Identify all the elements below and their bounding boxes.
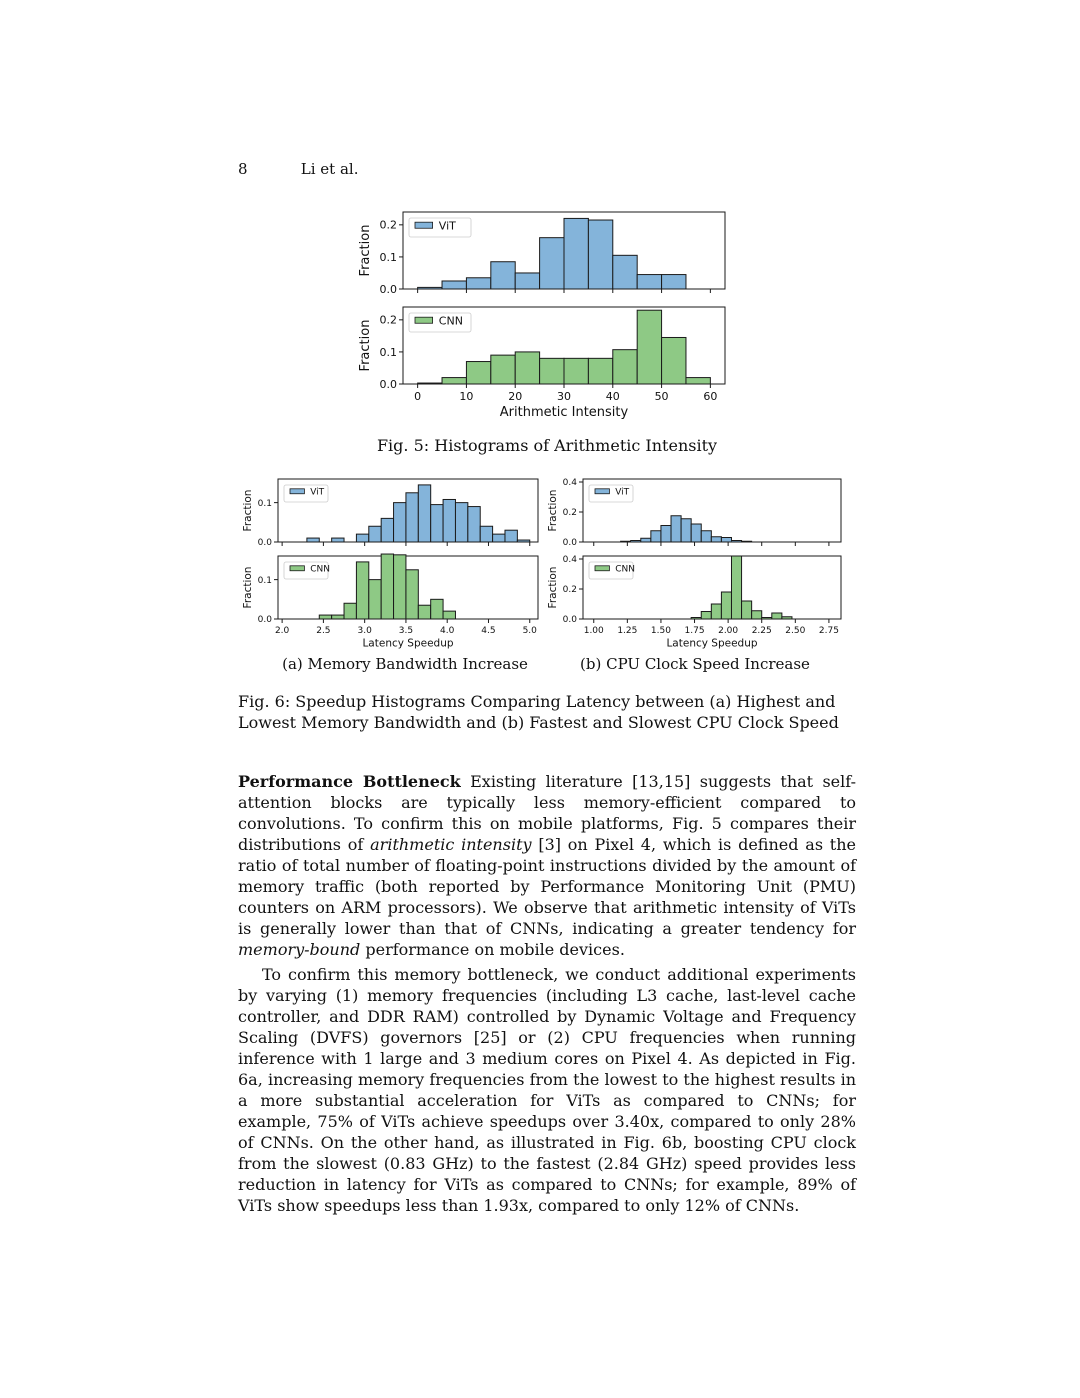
y-axis-label: Fraction bbox=[358, 319, 373, 372]
histogram-bar bbox=[394, 555, 406, 619]
x-tick-label: 2.25 bbox=[751, 626, 772, 636]
legend-swatch bbox=[595, 489, 609, 494]
legend-label: ViT bbox=[310, 487, 325, 498]
y-tick-label: 0.0 bbox=[257, 538, 272, 549]
histogram-bar bbox=[772, 613, 782, 619]
histogram-bar bbox=[406, 493, 418, 542]
histogram-bar bbox=[332, 538, 344, 542]
x-tick-label: 1.75 bbox=[684, 626, 705, 636]
histogram-bar bbox=[651, 531, 661, 542]
legend-label: ViT bbox=[438, 219, 456, 233]
panel-vit bbox=[358, 212, 725, 296]
figure-6-caption: Fig. 6: Speedup Histograms Comparing Latency between (a) Highest and Lowest Memory Bandwidth and (b) Fastest and Slowest CPU Clock Speed bbox=[238, 692, 839, 732]
y-axis-label: Fraction bbox=[242, 566, 254, 609]
histogram-bar bbox=[621, 541, 631, 542]
x-tick-label: 3.5 bbox=[398, 626, 414, 636]
histogram-bar bbox=[344, 603, 356, 619]
y-tick-label: 0.0 bbox=[379, 282, 397, 296]
legend-swatch bbox=[415, 222, 433, 228]
x-tick-label: 2.5 bbox=[316, 626, 331, 636]
legend-label: CNN bbox=[438, 314, 463, 328]
histogram-bar bbox=[307, 538, 319, 542]
panel-cnn bbox=[547, 555, 841, 625]
histogram-bar bbox=[356, 562, 368, 619]
y-axis-label: Fraction bbox=[358, 224, 373, 277]
histogram-bar bbox=[540, 238, 564, 289]
figure-6a-caption: (a) Memory Bandwidth Increase bbox=[282, 655, 528, 673]
histogram-bar bbox=[515, 352, 539, 384]
x-tick-label: 1.50 bbox=[650, 626, 671, 636]
histogram-bar bbox=[491, 355, 515, 384]
histogram-bar bbox=[662, 275, 686, 289]
x-tick-label: 2.0 bbox=[274, 626, 290, 636]
x-tick-label: 1.00 bbox=[583, 626, 604, 636]
figure-6b-caption: (b) CPU Clock Speed Increase bbox=[580, 655, 810, 673]
histogram-bar bbox=[468, 507, 480, 542]
page-header bbox=[238, 160, 359, 178]
x-tick-label: 3.0 bbox=[357, 626, 372, 636]
x-tick-label: 2.50 bbox=[785, 626, 806, 636]
histogram-bar bbox=[588, 220, 612, 289]
x-tick-label: 2.00 bbox=[718, 626, 739, 636]
y-tick-label: 0.0 bbox=[257, 615, 272, 626]
section-heading: Performance Bottleneck bbox=[238, 772, 461, 791]
histogram-bar bbox=[691, 618, 701, 620]
y-tick-label: 0.4 bbox=[562, 478, 577, 489]
figure-5-chart bbox=[350, 205, 740, 425]
histogram-bar bbox=[731, 556, 741, 619]
histogram-bar bbox=[455, 503, 467, 542]
legend-swatch bbox=[595, 566, 609, 571]
x-axis-label: Arithmetic Intensity bbox=[499, 405, 629, 420]
histogram-bar bbox=[517, 540, 529, 542]
x-tick-label: 20 bbox=[508, 390, 523, 403]
histogram-bar bbox=[613, 255, 637, 289]
x-tick-label: 60 bbox=[703, 390, 718, 403]
histogram-bar bbox=[564, 218, 588, 289]
histogram-bar bbox=[319, 615, 331, 619]
running-title: Li et al. bbox=[300, 160, 359, 178]
histogram-bar bbox=[443, 611, 455, 619]
histogram-bar bbox=[406, 570, 418, 619]
x-tick-label: 2.75 bbox=[818, 626, 839, 636]
histogram-bar bbox=[641, 538, 651, 542]
panel-vit bbox=[547, 478, 841, 548]
histogram-bar bbox=[491, 262, 515, 289]
histogram-bar bbox=[742, 541, 752, 542]
legend-swatch bbox=[290, 566, 304, 571]
histogram-bar bbox=[418, 485, 430, 542]
figure-5-caption: Fig. 5: Histograms of Arithmetic Intensity bbox=[376, 436, 718, 455]
histogram-bar bbox=[637, 275, 661, 289]
histogram-bar bbox=[442, 378, 466, 384]
legend-swatch bbox=[415, 317, 433, 323]
page-number: 8 bbox=[238, 160, 248, 178]
histogram-bar bbox=[721, 592, 731, 619]
legend-label: ViT bbox=[615, 487, 630, 498]
y-axis-label: Fraction bbox=[547, 566, 559, 609]
histogram-bar bbox=[588, 358, 612, 384]
y-tick-label: 0.0 bbox=[379, 377, 397, 391]
histogram-bar bbox=[505, 530, 517, 542]
histogram-bar bbox=[369, 526, 381, 542]
legend-label: CNN bbox=[310, 564, 330, 575]
histogram-bar bbox=[637, 310, 661, 384]
histogram-bar bbox=[613, 350, 637, 384]
legend-swatch bbox=[290, 489, 304, 494]
y-axis-label: Fraction bbox=[547, 489, 559, 532]
histogram-bar bbox=[443, 499, 455, 542]
x-tick-label: 1.25 bbox=[617, 626, 638, 636]
y-tick-label: 0.1 bbox=[257, 575, 272, 586]
histogram-bar bbox=[394, 503, 406, 542]
histogram-bar bbox=[381, 554, 393, 619]
histogram-bar bbox=[418, 383, 442, 384]
y-tick-label: 0.2 bbox=[562, 508, 577, 519]
histogram-bar bbox=[466, 278, 490, 289]
histogram-bar bbox=[480, 526, 492, 542]
y-tick-label: 0.0 bbox=[562, 615, 577, 626]
y-tick-label: 0.2 bbox=[379, 218, 397, 232]
histogram-bar bbox=[466, 362, 490, 384]
x-tick-label: 5.0 bbox=[522, 626, 537, 636]
y-tick-label: 0.1 bbox=[379, 345, 397, 359]
histogram-bar bbox=[711, 537, 721, 542]
x-tick-label: 0 bbox=[414, 390, 422, 403]
histogram-bar bbox=[782, 617, 792, 619]
histogram-bar bbox=[332, 615, 344, 619]
histogram-bar bbox=[564, 358, 588, 384]
x-axis-label: Latency Speedup bbox=[666, 637, 758, 650]
histogram-bar bbox=[731, 541, 741, 543]
x-axis-label: Latency Speedup bbox=[362, 637, 454, 650]
histogram-bar bbox=[721, 538, 731, 543]
legend-label: CNN bbox=[615, 564, 635, 575]
paragraph-memory-bottleneck: To confirm this memory bottleneck, we conduct additional experiments by varying (1) memory frequencies (including L3 cache, last-level cache controller, and DDR RAM) controlled by Dynamic Voltage and Frequency Scaling (DVFS) governors [25] or (2) CPU frequencies when running inference with 1 large and 3 medium cores on Pixel 4. As depicted in Fig. 6a, increasing memory frequencies from the lowest to the highest results in a more substantial acceleration for ViTs as compared to CNNs; for example, 75% of ViTs achieve speedups over 3.40x, compared to only 28% of CNNs. On the other hand, as illustrated in Fig. 6b, boosting CPU clock from the slowest (0.83 GHz) to the fastest (2.84 GHz) speed provides less reduction in latency for ViTs as compared to CNNs; for example, 89% of ViTs show speedups less than 1.93x, compared to only 12% of CNNs. bbox=[238, 965, 856, 1215]
y-tick-label: 0.1 bbox=[257, 498, 272, 509]
y-tick-label: 0.1 bbox=[379, 250, 397, 264]
histogram-bar bbox=[671, 516, 681, 542]
body-text bbox=[238, 771, 856, 1216]
histogram-bar bbox=[381, 518, 393, 542]
y-axis-label: Fraction bbox=[242, 489, 254, 532]
histogram-bar bbox=[661, 526, 671, 543]
x-tick-label: 10 bbox=[459, 390, 474, 403]
x-tick-label: 40 bbox=[605, 390, 620, 403]
histogram-bar bbox=[762, 618, 772, 620]
histogram-bar bbox=[631, 541, 641, 543]
histogram-bar bbox=[418, 287, 442, 289]
y-tick-label: 0.2 bbox=[562, 585, 577, 596]
histogram-bar bbox=[691, 524, 701, 542]
histogram-bar bbox=[540, 358, 564, 384]
histogram-bar bbox=[752, 611, 762, 619]
histogram-bar bbox=[711, 604, 721, 619]
paragraph-performance-bottleneck: Performance Bottleneck Existing literature [13,15] suggests that self-attention blocks are typically less memory-efficient compared to convolutions. To confirm this on mobile platforms, Fig. 5 compares their distributions of arithmetic intensity [3] on Pixel 4, which is defined as the ratio of total number of floating-point instructions divided by the amount of memory traffic (both reported by Performance Monitoring Unit (PMU) counters on ARM processors). We observe that arithmetic intensity of ViTs is generally lower than that of CNNs, indicating a greater tendency for memory-bound performance on mobile devices. bbox=[238, 772, 857, 959]
x-tick-label: 30 bbox=[557, 390, 571, 403]
panel-cnn bbox=[242, 554, 538, 625]
histogram-bar bbox=[369, 580, 381, 619]
panel-cnn bbox=[358, 307, 725, 391]
histogram-bar bbox=[701, 612, 711, 620]
x-tick-label: 4.0 bbox=[440, 626, 455, 636]
histogram-bar bbox=[681, 519, 691, 542]
x-tick-label: 4.5 bbox=[481, 626, 496, 636]
figure-6b-chart bbox=[543, 472, 848, 652]
histogram-bar bbox=[431, 599, 443, 619]
histogram-bar bbox=[515, 273, 539, 289]
histogram-bar bbox=[662, 337, 686, 384]
histogram-bar bbox=[493, 534, 505, 542]
histogram-bar bbox=[686, 378, 710, 384]
histogram-bar bbox=[701, 531, 711, 542]
histogram-bar bbox=[431, 505, 443, 542]
histogram-bar bbox=[418, 605, 430, 619]
histogram-bar bbox=[442, 281, 466, 289]
histogram-bar bbox=[742, 601, 752, 619]
figure-6a-chart bbox=[238, 472, 543, 652]
y-tick-label: 0.4 bbox=[562, 555, 577, 566]
histogram-bar bbox=[356, 534, 368, 542]
panel-vit bbox=[242, 479, 538, 548]
y-tick-label: 0.2 bbox=[379, 313, 397, 327]
x-tick-label: 50 bbox=[654, 390, 669, 403]
y-tick-label: 0.0 bbox=[562, 538, 577, 549]
